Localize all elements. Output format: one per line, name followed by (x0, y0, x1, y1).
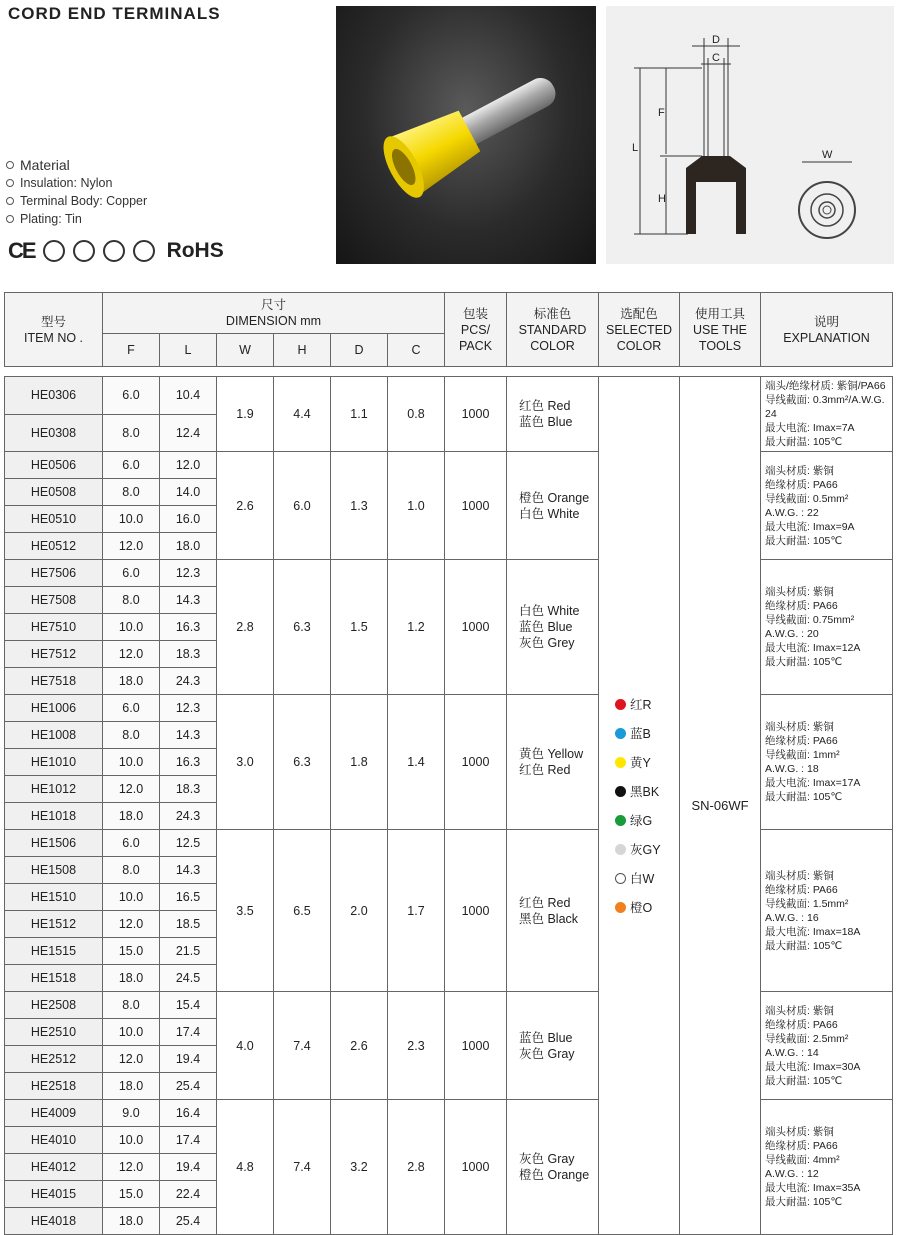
explanation-line: 端头材质: 紫铜 (765, 869, 834, 882)
dim-l-value: 19.4 (160, 1046, 217, 1073)
dim-f-value: 12.0 (103, 533, 160, 560)
explanation-line: 导线截面: 0.3mm²/A.W.G. 24 (765, 394, 885, 420)
explanation-line: 导线截面: 1.5mm² (765, 897, 849, 910)
header-standard-color: 标准色 STANDARD COLOR (507, 293, 599, 367)
header-item: 型号 ITEM NO . (5, 293, 103, 367)
explanation-line: 最大耐温: 105℃ (765, 656, 843, 668)
explanation-line: 最大耐温: 105℃ (765, 534, 843, 547)
selected-color-item (615, 893, 679, 922)
item-number: HE2510 (5, 1019, 103, 1046)
item-number: HE2512 (5, 1046, 103, 1073)
dim-l-value: 16.0 (160, 506, 217, 533)
dim-f-value: 8.0 (103, 587, 160, 614)
quality-seal-icon (73, 240, 95, 262)
standard-color: 黄色 Yellow (519, 747, 584, 761)
explanation-line: 绝缘材质: PA66 (765, 478, 838, 491)
dim-f-value: 10.0 (103, 1019, 160, 1046)
item-number: HE4015 (5, 1181, 103, 1208)
dim-l-value: 17.4 (160, 1127, 217, 1154)
explanation-cell (761, 695, 893, 830)
dim-f-value: 18.0 (103, 1208, 160, 1235)
dim-l-value: 25.4 (160, 1208, 217, 1235)
dim-c-value: 0.8 (388, 377, 445, 452)
explanation-line: 最大电流: Imax=12A (765, 642, 861, 654)
dim-f-value: 6.0 (103, 830, 160, 857)
standard-color-cell (507, 377, 599, 452)
explanation-line: A.W.G. : 20 (765, 628, 819, 640)
explanation-line: 端头材质: 紫铜 (765, 1126, 834, 1138)
explanation-cell (761, 992, 893, 1100)
header-tools: 使用工具 USE THE TOOLS (680, 293, 761, 367)
item-number: HE2518 (5, 1073, 103, 1100)
standard-color-cell (507, 452, 599, 560)
dim-f-value: 6.0 (103, 377, 160, 415)
dim-l-value: 12.3 (160, 560, 217, 587)
ferrule-photo-icon (336, 6, 596, 264)
dim-f-value: 10.0 (103, 884, 160, 911)
color-swatch-icon (615, 873, 626, 884)
page-title: CORD END TERMINALS (8, 4, 221, 23)
ccc-mark-icon (43, 240, 65, 262)
explanation-line: 端头材质: 紫铜 (765, 464, 834, 477)
selected-color-label: 黑BK (630, 785, 660, 799)
dim-pack-value: 1000 (445, 1100, 507, 1235)
rohs-mark: RoHS (166, 239, 224, 262)
explanation-line: 导线截面: 4mm² (765, 1154, 840, 1166)
dim-c-value: 2.3 (388, 992, 445, 1100)
dim-w-value: 1.9 (217, 377, 274, 452)
selected-color-label: 灰GY (630, 843, 661, 857)
tool-model: SN-06WF (680, 377, 761, 1235)
iso-seal-icon (103, 240, 125, 262)
dim-pack-value: 1000 (445, 992, 507, 1100)
selected-color-label: 红R (630, 698, 652, 712)
explanation-line: 导线截面: 0.75mm² (765, 614, 855, 626)
explanation-line: 导线截面: 0.5mm² (765, 492, 849, 505)
material-heading-row (6, 156, 147, 174)
item-number: HE1006 (5, 695, 103, 722)
item-number: HE4010 (5, 1127, 103, 1154)
dim-c-value: 2.8 (388, 1100, 445, 1235)
bullet-icon (6, 197, 14, 205)
standard-color: 灰色 Gray (519, 1046, 575, 1061)
dim-l-value: 16.3 (160, 749, 217, 776)
standard-color: 橙色 Orange (519, 490, 590, 505)
explanation-line: 端头材质: 紫铜 (765, 586, 834, 598)
dim-l-value: 24.5 (160, 965, 217, 992)
bullet-icon (6, 161, 14, 169)
dim-l-value: 12.4 (160, 414, 217, 452)
explanation-cell (761, 560, 893, 695)
dim-pack-value: 1000 (445, 377, 507, 452)
explanation-line: A.W.G. : 12 (765, 1168, 819, 1180)
explanation-line: 绝缘材质: PA66 (765, 1018, 838, 1031)
explanation-line: 导线截面: 1mm² (765, 749, 840, 761)
selected-color-label: 蓝B (630, 727, 651, 741)
explanation-line: A.W.G. : 14 (765, 1046, 819, 1059)
material-item (6, 192, 147, 210)
dim-l-value: 12.5 (160, 830, 217, 857)
explanation-line: 最大耐温: 105℃ (765, 1074, 843, 1087)
dim-l-label: L (632, 142, 639, 154)
selected-color-item (615, 835, 679, 864)
dim-f-value: 8.0 (103, 722, 160, 749)
dim-l-value: 21.5 (160, 938, 217, 965)
dim-l-value: 18.3 (160, 641, 217, 668)
dim-h-value: 6.3 (274, 560, 331, 695)
material-list (6, 156, 147, 228)
item-number: HE7510 (5, 614, 103, 641)
item-number: HE7506 (5, 560, 103, 587)
material-heading: Material (20, 157, 70, 173)
material-item (6, 174, 147, 192)
selected-colors-cell (599, 377, 680, 1235)
dim-f-value: 12.0 (103, 911, 160, 938)
item-number: HE0506 (5, 452, 103, 479)
explanation-line: 绝缘材质: PA66 (765, 883, 838, 896)
item-number: HE1010 (5, 749, 103, 776)
explanation-line: 绝缘材质: PA66 (765, 600, 838, 612)
dim-h-label: H (658, 193, 666, 205)
item-number: HE1018 (5, 803, 103, 830)
dim-c-value: 1.4 (388, 695, 445, 830)
dim-f-value: 6.0 (103, 560, 160, 587)
selected-color-item (615, 748, 679, 777)
material-item (6, 210, 147, 228)
dim-f-value: 10.0 (103, 749, 160, 776)
table-row (5, 377, 893, 415)
standard-color-cell (507, 560, 599, 695)
explanation-line: 端头/绝缘材质: 紫铜/PA66 (765, 380, 886, 392)
spec-table (4, 292, 893, 1235)
dim-c-value: 1.7 (388, 830, 445, 992)
dim-f-value: 12.0 (103, 776, 160, 803)
dim-f-value: 18.0 (103, 803, 160, 830)
dim-f-value: 18.0 (103, 1073, 160, 1100)
ce-mark-icon: CE (8, 238, 35, 263)
dim-f-value: 12.0 (103, 1154, 160, 1181)
explanation-line: 最大电流: Imax=30A (765, 1060, 861, 1073)
explanation-line: 最大电流: Imax=9A (765, 520, 855, 533)
product-photo (336, 6, 596, 264)
dim-f-value: 8.0 (103, 857, 160, 884)
certification-logos (8, 238, 224, 264)
explanation-line: 最大耐温: 105℃ (765, 436, 843, 448)
item-number: HE1510 (5, 884, 103, 911)
item-number: HE1518 (5, 965, 103, 992)
dim-h-value: 6.0 (274, 452, 331, 560)
standard-color: 橙色 Orange (519, 1168, 590, 1182)
explanation-line: 绝缘材质: PA66 (765, 1140, 838, 1152)
explanation-line: 最大耐温: 105℃ (765, 939, 843, 952)
standard-color-cell (507, 992, 599, 1100)
dim-f-value: 12.0 (103, 1046, 160, 1073)
material-insulation: Insulation: Nylon (20, 176, 113, 190)
dim-d-value: 3.2 (331, 1100, 388, 1235)
dim-f-value: 12.0 (103, 641, 160, 668)
dim-h-value: 7.4 (274, 1100, 331, 1235)
standard-color: 蓝色 Blue (519, 1030, 573, 1045)
dim-f-value: 6.0 (103, 452, 160, 479)
explanation-line: 绝缘材质: PA66 (765, 735, 838, 747)
color-swatch-icon (615, 728, 626, 739)
dim-l-value: 16.5 (160, 884, 217, 911)
dim-w-value: 2.6 (217, 452, 274, 560)
dim-d-value: 2.6 (331, 992, 388, 1100)
selected-color-label: 绿G (630, 814, 653, 828)
dim-l-value: 15.4 (160, 992, 217, 1019)
selected-color-item (615, 864, 679, 893)
explanation-cell (761, 1100, 893, 1235)
color-swatch-icon (615, 902, 626, 913)
dim-l-value: 25.4 (160, 1073, 217, 1100)
selected-color-item (615, 719, 679, 748)
color-swatch-icon (615, 699, 626, 710)
dim-w-label: W (822, 149, 833, 161)
explanation-cell (761, 377, 893, 452)
dim-l-value: 14.0 (160, 479, 217, 506)
item-number: HE4012 (5, 1154, 103, 1181)
standard-color: 灰色 Grey (519, 636, 575, 650)
header-w: W (217, 334, 274, 367)
item-number: HE0510 (5, 506, 103, 533)
dim-c-value: 1.2 (388, 560, 445, 695)
dim-d-value: 2.0 (331, 830, 388, 992)
dim-l-value: 16.3 (160, 614, 217, 641)
dim-f-label: F (658, 107, 665, 119)
bullet-icon (6, 215, 14, 223)
item-number: HE1506 (5, 830, 103, 857)
explanation-line: 最大电流: Imax=7A (765, 422, 855, 434)
dim-f-value: 18.0 (103, 965, 160, 992)
standard-color: 黑色 Black (519, 911, 579, 926)
selected-color-label: 黄Y (630, 756, 651, 770)
dim-l-value: 10.4 (160, 377, 217, 415)
explanation-line: 端头材质: 紫铜 (765, 1004, 834, 1017)
dim-w-value: 3.5 (217, 830, 274, 992)
dimension-drawing (606, 6, 894, 264)
standard-color: 蓝色 Blue (519, 620, 573, 634)
dim-f-value: 8.0 (103, 992, 160, 1019)
dim-d-value: 1.8 (331, 695, 388, 830)
dim-w-value: 2.8 (217, 560, 274, 695)
explanation-line: 最大电流: Imax=18A (765, 925, 861, 938)
dim-l-value: 17.4 (160, 1019, 217, 1046)
item-number: HE1515 (5, 938, 103, 965)
selected-color-label: 橙O (630, 901, 653, 915)
explanation-line: 最大耐温: 105℃ (765, 1196, 843, 1208)
dim-l-value: 24.3 (160, 803, 217, 830)
dim-f-value: 10.0 (103, 1127, 160, 1154)
dim-l-value: 18.3 (160, 776, 217, 803)
dim-f-value: 10.0 (103, 506, 160, 533)
dim-h-value: 6.3 (274, 695, 331, 830)
explanation-line: 导线截面: 2.5mm² (765, 1032, 849, 1045)
item-number: HE0508 (5, 479, 103, 506)
standard-color-cell (507, 695, 599, 830)
header-l: L (160, 334, 217, 367)
dim-c-value: 1.0 (388, 452, 445, 560)
sgs-mark-icon (133, 240, 155, 262)
item-number: HE7512 (5, 641, 103, 668)
item-number: HE4009 (5, 1100, 103, 1127)
dim-f-value: 9.0 (103, 1100, 160, 1127)
selected-color-item (615, 777, 679, 806)
dim-f-value: 8.0 (103, 479, 160, 506)
selected-color-label: 白W (630, 872, 655, 886)
header-h: H (274, 334, 331, 367)
dim-pack-value: 1000 (445, 452, 507, 560)
header-selected-color: 选配色 SELECTED COLOR (599, 293, 680, 367)
explanation-line: 最大耐温: 105℃ (765, 791, 843, 803)
standard-color: 白色 White (519, 604, 580, 618)
dim-f-value: 10.0 (103, 614, 160, 641)
standard-color: 红色 Red (519, 399, 571, 413)
dim-l-value: 12.3 (160, 695, 217, 722)
material-body: Terminal Body: Copper (20, 194, 148, 208)
header-c: C (388, 334, 445, 367)
standard-color: 灰色 Gray (519, 1152, 575, 1166)
item-number: HE0512 (5, 533, 103, 560)
dim-d-label: D (712, 34, 720, 46)
standard-color: 红色 Red (519, 895, 571, 910)
dim-l-value: 16.4 (160, 1100, 217, 1127)
color-swatch-icon (615, 815, 626, 826)
standard-color: 红色 Red (519, 763, 571, 777)
dim-w-value: 3.0 (217, 695, 274, 830)
selected-color-item (615, 690, 679, 719)
explanation-line: A.W.G. : 18 (765, 763, 819, 775)
dim-pack-value: 1000 (445, 830, 507, 992)
dim-l-value: 12.0 (160, 452, 217, 479)
dim-h-value: 4.4 (274, 377, 331, 452)
dim-f-value: 18.0 (103, 668, 160, 695)
dim-l-value: 14.3 (160, 722, 217, 749)
dim-h-value: 7.4 (274, 992, 331, 1100)
explanation-cell (761, 830, 893, 992)
dim-f-value: 15.0 (103, 1181, 160, 1208)
dim-pack-value: 1000 (445, 695, 507, 830)
explanation-line: A.W.G. : 22 (765, 506, 819, 519)
material-plating: Plating: Tin (20, 212, 82, 226)
dim-d-value: 1.1 (331, 377, 388, 452)
dim-c-label: C (712, 52, 720, 64)
explanation-line: A.W.G. : 16 (765, 911, 819, 924)
dim-f-value: 6.0 (103, 695, 160, 722)
color-swatch-icon (615, 757, 626, 768)
item-number: HE0306 (5, 377, 103, 415)
header-pack: 包装 PCS/ PACK (445, 293, 507, 367)
selected-color-item (615, 806, 679, 835)
item-number: HE1008 (5, 722, 103, 749)
item-number: HE0308 (5, 414, 103, 452)
dim-pack-value: 1000 (445, 560, 507, 695)
item-number: HE1012 (5, 776, 103, 803)
item-number: HE1512 (5, 911, 103, 938)
standard-color-cell (507, 1100, 599, 1235)
header-d: D (331, 334, 388, 367)
dim-l-value: 22.4 (160, 1181, 217, 1208)
dim-h-value: 6.5 (274, 830, 331, 992)
dim-f-value: 15.0 (103, 938, 160, 965)
header-f: F (103, 334, 160, 367)
standard-color: 白色 White (519, 506, 580, 521)
dim-d-value: 1.5 (331, 560, 388, 695)
ferrule-diagram-icon (606, 6, 894, 264)
color-swatch-icon (615, 786, 626, 797)
dim-d-value: 1.3 (331, 452, 388, 560)
dim-l-value: 18.0 (160, 533, 217, 560)
dim-l-value: 18.5 (160, 911, 217, 938)
header-dimension: 尺寸 DIMENSION mm (103, 293, 445, 334)
explanation-line: 最大电流: Imax=35A (765, 1182, 861, 1194)
standard-color-cell (507, 830, 599, 992)
bullet-icon (6, 179, 14, 187)
dim-w-value: 4.0 (217, 992, 274, 1100)
dim-l-value: 14.3 (160, 587, 217, 614)
dim-w-value: 4.8 (217, 1100, 274, 1235)
dim-f-value: 8.0 (103, 414, 160, 452)
dim-l-value: 24.3 (160, 668, 217, 695)
explanation-line: 端头材质: 紫铜 (765, 721, 834, 733)
explanation-line: 最大电流: Imax=17A (765, 777, 861, 789)
item-number: HE1508 (5, 857, 103, 884)
item-number: HE7518 (5, 668, 103, 695)
item-number: HE4018 (5, 1208, 103, 1235)
standard-color: 蓝色 Blue (519, 415, 573, 429)
dim-l-value: 19.4 (160, 1154, 217, 1181)
item-number: HE7508 (5, 587, 103, 614)
header-explanation: 说明 EXPLANATION (761, 293, 893, 367)
explanation-cell (761, 452, 893, 560)
dim-l-value: 14.3 (160, 857, 217, 884)
item-number: HE2508 (5, 992, 103, 1019)
color-swatch-icon (615, 844, 626, 855)
